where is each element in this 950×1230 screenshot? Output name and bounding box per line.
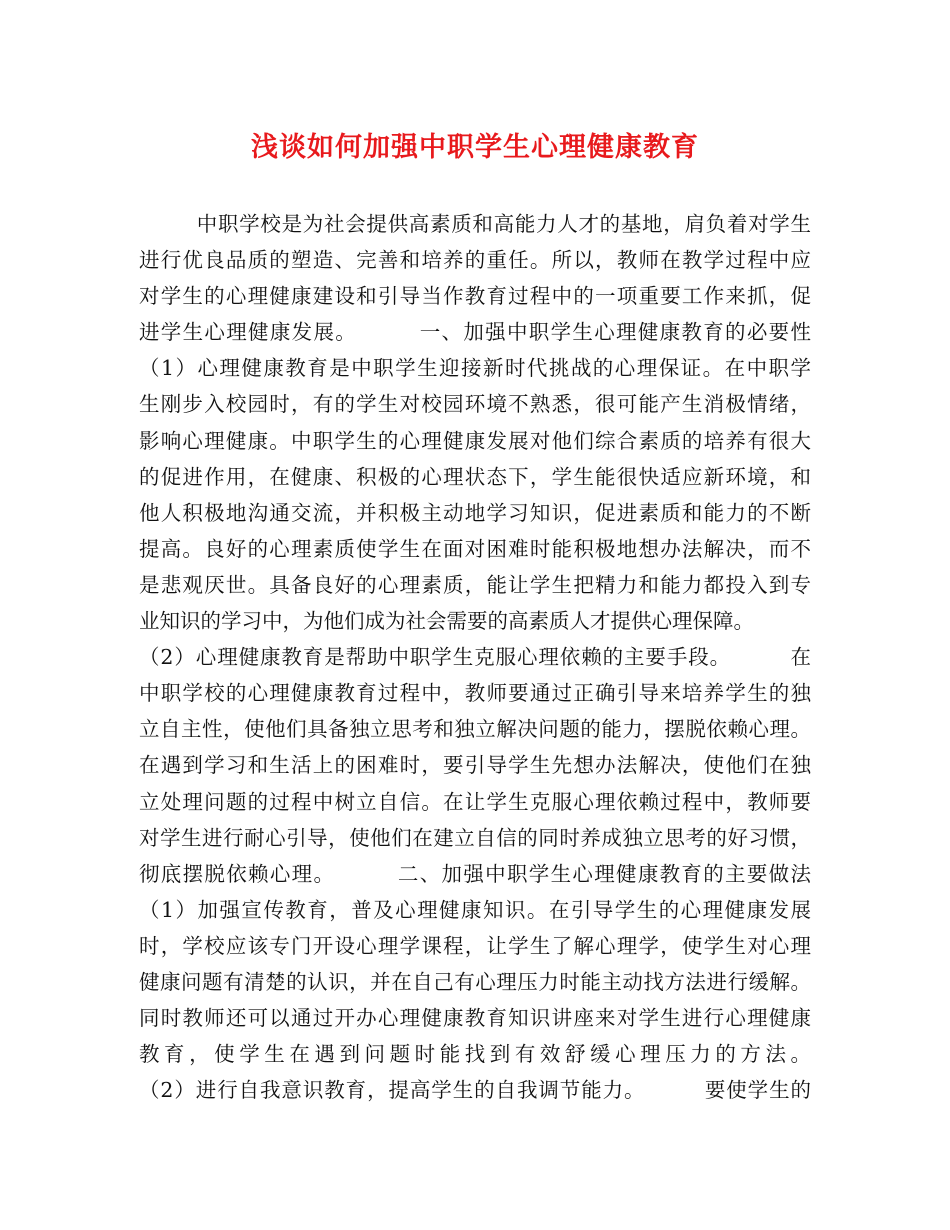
- body-line: 同时教师还可以通过开办心理健康教育知识讲座来对学生进行心理健康: [139, 1006, 811, 1031]
- body-line: 对学生进行耐心引导，使他们在建立自信的同时养成独立思考的好习惯，: [139, 825, 811, 850]
- body-line: 教育，使学生在遇到问题时能找到有效舒缓心理压力的方法。: [139, 1042, 811, 1067]
- body-line: 生刚步入校园时，有的学生对校园环境不熟悉，很可能产生消极情绪，: [139, 392, 811, 417]
- body-line: 他人积极地沟通交流，并积极主动地学习知识，促进素质和能力的不断: [139, 500, 811, 525]
- body-line: 健康问题有清楚的认识，并在自己有心理压力时能主动找方法进行缓解。: [139, 969, 811, 994]
- body-line: 的促进作用，在健康、积极的心理状态下，学生能很快适应新环境，和: [139, 464, 811, 489]
- body-line: 进学生心理健康发展。 一、加强中职学生心理健康教育的必要性: [139, 320, 811, 345]
- body-line: 时，学校应该专门开设心理学课程，让学生了解心理学，使学生对心理: [139, 933, 811, 958]
- body-line: 提高。良好的心理素质使学生在面对困难时能积极地想办法解决，而不: [139, 536, 811, 561]
- document-body: [139, 206, 811, 1108]
- body-line: 立自主性，使他们具备独立思考和独立解决问题的能力，摆脱依赖心理。: [139, 717, 811, 742]
- body-line: （1）心理健康教育是中职学生迎接新时代挑战的心理保证。在中职学: [139, 356, 811, 381]
- body-line: 对学生的心理健康建设和引导当作教育过程中的一项重要工作来抓，促: [139, 284, 811, 309]
- body-line: 彻底摆脱依赖心理。 二、加强中职学生心理健康教育的主要做法: [139, 861, 811, 886]
- body-line: （1）加强宣传教育，普及心理健康知识。在引导学生的心理健康发展: [139, 897, 811, 922]
- body-line: （2）心理健康教育是帮助中职学生克服心理依赖的主要手段。 在: [139, 645, 811, 670]
- body-line: 立处理问题的过程中树立自信。在让学生克服心理依赖过程中，教师要: [139, 789, 811, 814]
- document-title: 浅谈如何加强中职学生心理健康教育: [251, 132, 699, 163]
- body-line: 影响心理健康。中职学生的心理健康发展对他们综合素质的培养有很大: [139, 428, 811, 453]
- body-line: 中职学校是为社会提供高素质和高能力人才的基地，肩负着对学生: [139, 212, 811, 236]
- body-line: 是悲观厌世。具备良好的心理素质，能让学生把精力和能力都投入到专: [139, 572, 811, 597]
- body-line: 中职学校的心理健康教育过程中，教师要通过正确引导来培养学生的独: [139, 681, 811, 706]
- body-line: 进行优良品质的塑造、完善和培养的重任。所以，教师在教学过程中应: [139, 248, 811, 273]
- body-line: 在遇到学习和生活上的困难时，要引导学生先想办法解决，使他们在独: [139, 753, 811, 778]
- body-line: （2）进行自我意识教育，提高学生的自我调节能力。 要使学生的: [139, 1078, 811, 1103]
- body-line: 业知识的学习中，为他们成为社会需要的高素质人才提供心理保障。: [139, 609, 754, 634]
